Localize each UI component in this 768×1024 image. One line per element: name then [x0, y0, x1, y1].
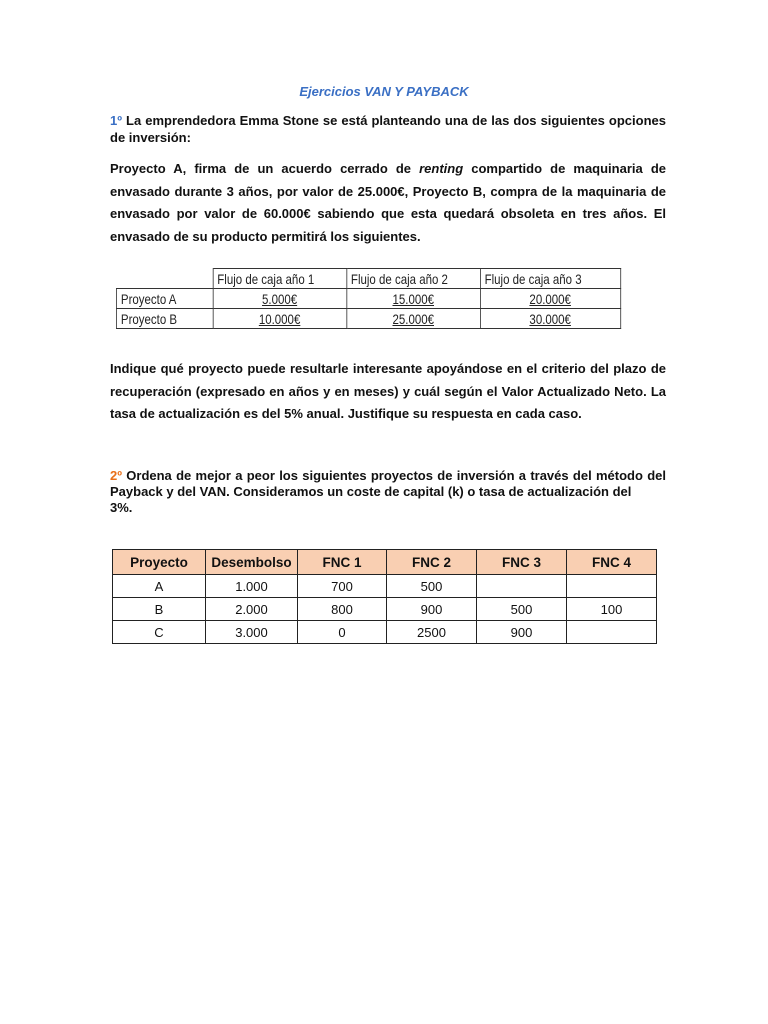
- exercise-1-description-part2: compartido de maquinaria de envasado durante 3 años, por valor de 25.000€, Proyecto B, compra de la maquinaria de envasado por valor de 60.000€ sabiendo que esta quedará obsoleta en tres años. El envasado de su producto permitirá los siguientes.: [110, 161, 666, 244]
- table-row: [116, 309, 620, 329]
- row-label: Proyecto A: [116, 289, 212, 309]
- table-cell: 25.000€: [392, 310, 434, 327]
- table-cell: [567, 575, 657, 598]
- exercise-2-number: 2º: [110, 468, 122, 483]
- table-cell: [567, 621, 657, 644]
- table-cell: 500: [387, 575, 477, 598]
- table-cell: 2.000: [206, 598, 298, 621]
- table-cell: 900: [477, 621, 567, 644]
- table-cell: 10.000€: [258, 310, 301, 327]
- table-cell: 500: [477, 598, 567, 621]
- table-header-cell: Flujo de caja año 2: [346, 269, 480, 289]
- exercise-1-question: Indique qué proyecto puede resultarle interesante apoyándose en el criterio del plazo de recuperación (expresado en años y en meses) y cuál según el Valor Actualizado Neto. La tasa de actualización es del 5% anual. Justifique su respuesta en cada caso.: [110, 361, 666, 421]
- table-header-cell: Desembolso: [206, 550, 298, 575]
- table-header-cell: FNC 3: [477, 550, 567, 575]
- table-row: [113, 621, 657, 644]
- table-cell: 900: [387, 598, 477, 621]
- table-header-row: [113, 550, 657, 575]
- exercise-1-description-part1: Proyecto A, firma de un acuerdo cerrado de: [110, 161, 420, 176]
- table-header-row: [116, 269, 620, 289]
- investment-projects-table: [112, 549, 657, 644]
- cash-flow-table: [116, 268, 621, 329]
- table-header-cell: FNC 2: [387, 550, 477, 575]
- table-cell: 800: [298, 598, 387, 621]
- exercise-1-intro: [110, 112, 666, 146]
- table-cell: 100: [567, 598, 657, 621]
- exercise-2-intro-text: Ordena de mejor a peor los siguientes proyectos de inversión a través del método del Payback y del VAN. Consideramos un coste de capital (k) o tasa de actualización del: [110, 468, 666, 499]
- table-header-cell: FNC 4: [567, 550, 657, 575]
- table-row: [113, 575, 657, 598]
- table-cell: 5.000€: [262, 290, 298, 307]
- table-cell: 1.000: [206, 575, 298, 598]
- table-header-cell: FNC 1: [298, 550, 387, 575]
- row-label: Proyecto B: [116, 309, 212, 329]
- exercise-2-intro: [110, 468, 666, 516]
- exercise-2-intro-rate: 3%.: [110, 500, 133, 515]
- table-cell: 15.000€: [392, 290, 434, 307]
- table-corner-cell: [116, 269, 212, 289]
- exercise-1-intro-text: La emprendedora Emma Stone se está planteando una de las dos siguientes opciones de inversión:: [110, 113, 666, 145]
- exercise-1-description-italic: renting: [419, 161, 464, 176]
- table-cell: 0: [298, 621, 387, 644]
- exercise-1-number: 1º: [110, 113, 122, 128]
- exercise-1-description: [110, 158, 666, 248]
- table-cell: 3.000: [206, 621, 298, 644]
- table-header-cell: Flujo de caja año 3: [480, 269, 620, 289]
- table-row: [116, 289, 620, 309]
- table-cell: [477, 575, 567, 598]
- table-cell: B: [113, 598, 206, 621]
- table-cell: C: [113, 621, 206, 644]
- table-header-cell: Flujo de caja año 1: [213, 269, 347, 289]
- table-cell: 700: [298, 575, 387, 598]
- table-header-cell: Proyecto: [113, 550, 206, 575]
- table-cell: 2500: [387, 621, 477, 644]
- table-cell: 30.000€: [529, 310, 571, 327]
- table-row: [113, 598, 657, 621]
- document-title: Ejercicios VAN Y PAYBACK: [299, 84, 469, 99]
- table-cell: 20.000€: [529, 290, 571, 307]
- table-cell: A: [113, 575, 206, 598]
